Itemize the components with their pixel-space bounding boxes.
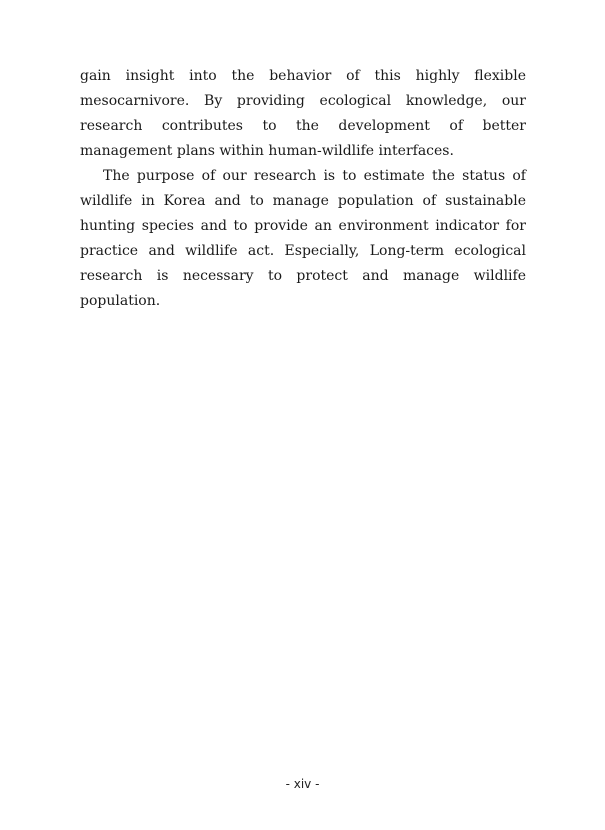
page-number: - xiv - xyxy=(285,777,320,791)
paragraph-1: gain insight into the behavior of this highly flexible mesocarnivore. By providing ecological knowledge, our research contributes to the development of better management plans within human-wildlife interfaces. xyxy=(80,68,526,159)
body-text xyxy=(80,64,526,314)
paragraph-2: The purpose of our research is to estimate the status of wildlife in Korea and to manage population of sustainable hunting species and to provide an environment indicator for practice and wildlife act. Especially, Long-term ecological research is necessary to protect and manage wildlife population. xyxy=(80,168,526,309)
